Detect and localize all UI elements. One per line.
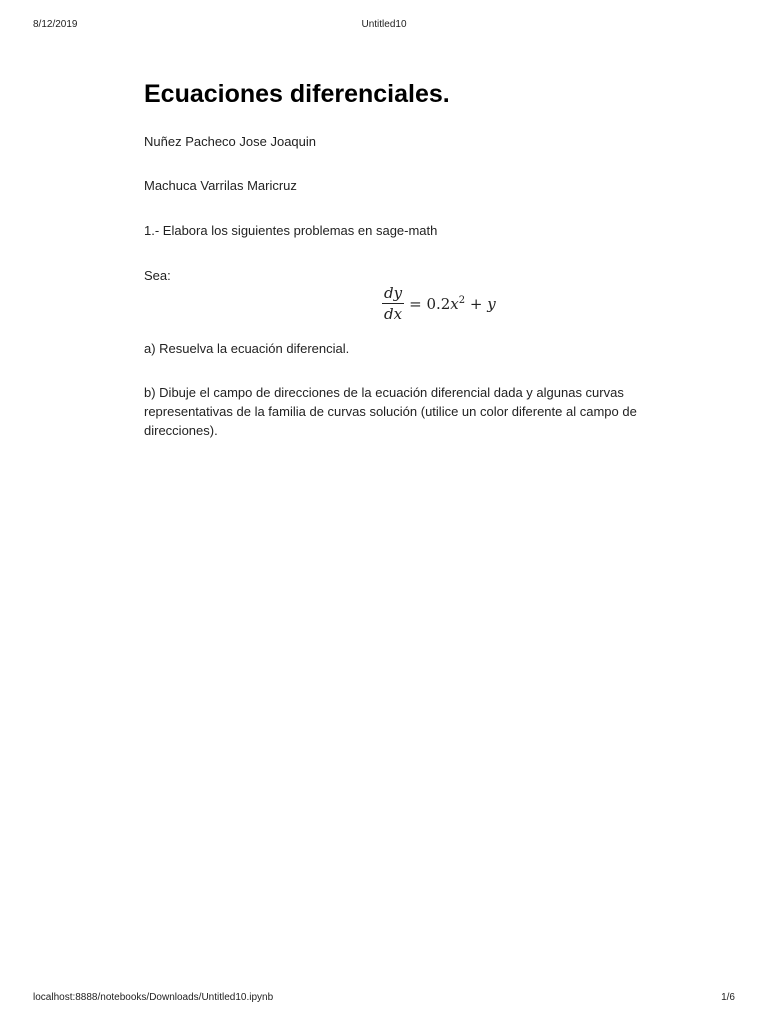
equals-sign: =	[409, 295, 422, 313]
differential-equation	[144, 281, 654, 331]
problem-statement: 1.- Elabora los siguientes problemas en sage-math	[144, 223, 438, 238]
author-1: Nuñez Pacheco Jose Joaquin	[144, 134, 317, 149]
fraction-denominator: dx	[384, 305, 403, 323]
page-number: 1/6	[721, 992, 735, 1003]
print-url: localhost:8888/notebooks/Downloads/Untitled10.ipynb	[33, 992, 274, 1003]
sea-label: Sea:	[144, 268, 171, 283]
variable-y: y	[487, 295, 496, 313]
derivative-fraction	[382, 285, 404, 323]
fraction-numerator: dy	[384, 284, 403, 302]
print-date: 8/12/2019	[33, 19, 78, 30]
item-a: a) Resuelva la ecuación diferencial.	[144, 341, 350, 356]
notebook-content	[144, 78, 654, 440]
author-2: Machuca Varrilas Maricruz	[144, 178, 297, 193]
equation-rhs	[409, 295, 496, 313]
page-title: Ecuaciones diferenciales.	[144, 80, 450, 108]
exponent: 2	[458, 295, 466, 306]
coefficient: 0.2	[426, 295, 451, 313]
variable-x: x	[450, 295, 459, 313]
item-b: b) Dibuje el campo de direcciones de la ecuación diferencial dada y algunas curvas representativas de la familia de curvas solución (utilice un color diferente al campo de direcciones).	[144, 385, 637, 438]
print-title: Untitled10	[361, 19, 407, 30]
plus-sign: +	[469, 295, 483, 313]
